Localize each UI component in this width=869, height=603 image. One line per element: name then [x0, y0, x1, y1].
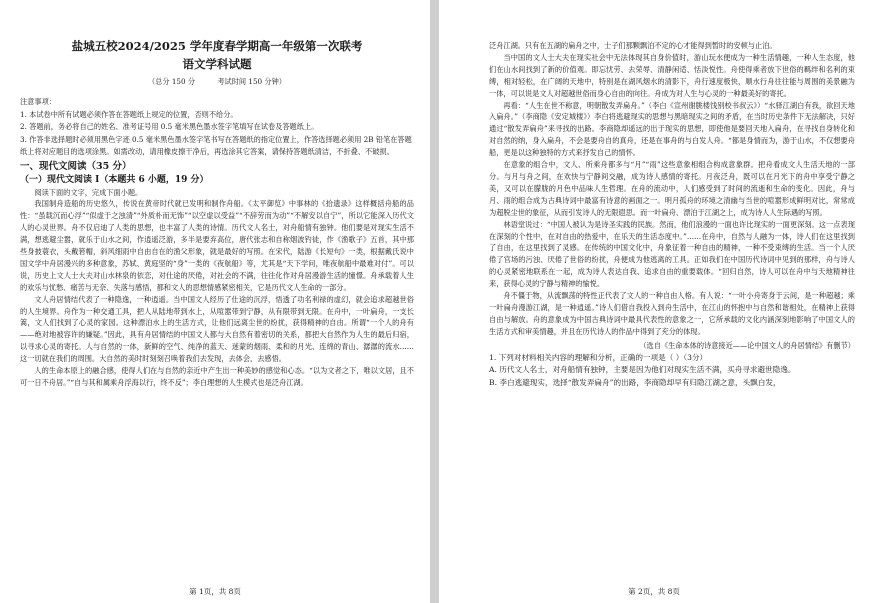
- notice-item: 1. 本试卷中所有试题必须作答在答题纸上规定的位置，否则不给分。: [20, 109, 238, 119]
- exam-title: 盐城五校2024/2025 学年度春学期高一年级第一次联考: [71, 39, 363, 53]
- paragraph: 再看：“人生在世不称意，明朝散发弄扁舟。”（李白《宣州谢朓楼饯别校书叔云》）“水驿江湖白有我，欲回天地入扁舟。”（李商隐《安定城楼》）李白将逃避现实的思想与黑暗现实之间的矛盾，在当时历史条件下无法解决，只好通过“散发弄扁舟”来寻找的出路。李商隐却遥远的出于现实的思想，即使他是要回天地入扁舟，在寻找自身转化和对自然的纳，身入扁舟，不会是要舟自的真舟，还是在事舟的与白发人舟。“都是身情而为，游于山水，不仅想要舟船，更是以这种独特的方式来抒发自己的情怀。: [489, 100, 855, 158]
- paragraph: 舟不僵于物，从流飘荡的特性正代表了文人的一种自由人格。有人说：“一叶小舟寄身于云间，是一种超越；乘一叶扁舟漫游江湖，是一种逍遥。”诗人们借自我投入到舟生活中，在江山的怀抱中与自然和谐相处，在精神上获得自由与解放。舟的意象成为中国古典诗词中最具代表性的意象之一，它所承载的文化内涵深刻地影响了中国文人的生活方式和审美情趣，并且在历代诗人的作品中得到了充分的体现。: [489, 291, 855, 336]
- paragraph: 人的生命本原上的融合感，使得人们在与自然的亲近中产生出一种美妙的感觉和心态。“以为文者之下，唯以文居，且不可一日不舟居。”“自与其和属乘舟浮海以行，终不反”；李白理想的人生模式也是泛舟江湖。: [20, 366, 414, 387]
- exam-subtitle: 语文学科试题: [182, 57, 252, 71]
- total-score: （总分 150 分: [148, 77, 196, 86]
- answer-option: B. 李白逃避现实，选择“散发弄扁舟”的出路，李商隐却早有归隐江湖之意，头飘白发，: [489, 377, 781, 387]
- notice-heading: 注意事项：: [20, 97, 56, 106]
- paragraph: 泛舟江湖。只有在五湖的扁舟之中，士子们那颗飘泊不定的心才能得到暂时的安顿与止泊。: [489, 41, 777, 50]
- exam-time: 考试时间 150 分钟）: [217, 77, 286, 86]
- source-citation: （选自《生命本体的诗意接近——论中国文人的舟居情结》有删节）: [639, 340, 855, 350]
- page-footer: 第 2页，共 8页: [628, 587, 680, 596]
- section-heading: 一、现代文阅读（35 分）: [20, 160, 132, 172]
- paragraph: 我国制舟造船的历史悠久，传说在黄帝时代就已发明和制作舟船。《太平御览》中事林的《拾遗录》这样概括舟船的品性：“虽载沉而心浮”“似虚于之浊清”“外质朴而无饰”“以空虚以受益”“不辞劳而为动”“不解安以自宁”，所以它能深入历代文人的心灵世界。舟不仅启迪了人类的思想，也丰富了人类的诗情。历代文人名士，对舟船情有独钟。他们要是对现实生活不满，想逃避尘嚣，就乐于山水之间，作逍遥泛游，多半是要弃高位，唐代张志和自称烟波钓徒，作《渔歌子》五首，其中那些身披蓑衣，头戴箬帽，斜风细雨中自由自在的渔父形象，就是最好的写照。在宋代，陆游《长短句》一类，根据戴氏说中国文学中舟居漫兴的多种意象，苏轼、黄庭坚的“身”一类的《夜航船》等，尤其是“天下学问，唯夜航船中最难对付”。可以说，历史上文人士大夫对山水林泉的依恋，对仕途的厌倦，对社会的不满，往往化作对舟居漫游生活的憧憬。舟承载着人生的欢乐与忧愁、痛苦与无奈、失落与感悟，都和文人的思想情感紧密相关，它是历代文人生命的一部分。: [20, 199, 414, 292]
- page-divider: [430, 0, 439, 603]
- notice-item: 2. 答题前，务必将自己的姓名、准考证号用 0.5 毫米黑色墨水签字笔填写在试卷及答题纸上。: [20, 122, 319, 131]
- paragraph: 在意象的组合中，文人、所乘舟都多与“月”“雨”这些意象相组合构成意象群。把舟看成文人生活天地的一部分。与月与舟之间，在欢快与宁静间交融，成为诗人感情的寄托。月夜泛舟，既可以在月光下的舟中享受宁静之美，又可以在朦胧的月色中品味人生哲理。在舟的流动中，人们感受到了时间的流逝和生命的变化。因此，舟与月、雨的组合成为古典诗词中最富有诗意的画面之一。明月孤舟的环境之清幽与当世的喧嚣形成鲜明对比，常常成为超脱尘世的象征，从而引发诗人的无限遐思。而一叶扁舟、漂泊于江湖之上，成为诗人人生际遇的写照。: [489, 160, 855, 217]
- answer-option: A. 历代文人名士，对舟船情有独钟，主要是因为他们对现实生活不满，买舟寻求避世隐逸。: [489, 365, 796, 375]
- page-two: [439, 0, 869, 603]
- paragraph: 文人舟居情结代表了一种隐逸，一种逍遥。当中国文人经历了仕途的沉浮，悟透了功名利禄的虚幻，就会追求超越世俗的人生境界。舟作为一种交通工具，把人从陆地带到水上，从喧嚣带到宁静，从有限带到无限。在舟中，一叶扁舟，一支长篙，文人们找到了心灵的家园。这种漂泊水上的生活方式，让他们远离尘世的纷扰，获得精神的自由。所谓“一个人的舟有——绝对地被容许的嫌疑。”因此，具有舟居情结的中国文人都与大自然有着密切的关系，都把大自然作为人生的最后归宿，以寻求心灵的寄托。人与自然的一体，新鲜的空气、纯净的蓝天、迷蒙的烟雨、柔和的月光、连绵的青山、潺潺的流水……这一切就在我们的周围。大自然的美时时刻刻召唤着我们去发现，去体会，去感悟。: [20, 294, 414, 364]
- paragraph: 林语堂说过：“中国人被认为是诗圣实践的民族。然而，他们浪漫的一面也许比现实的一面更深刻。这一点表现在深刻的个性中，在对自由的热爱中，在乐天的生活态度中。”……在舟中，自然与人融为一体，诗人们在这里找到了自由，在这里找到了灵感。在传统的中国文化中，舟象征着一种自由的精神，一种不受束缚的生活。当一个人厌倦了官场的污浊、厌倦了世俗的纷扰，舟便成为他逃离的工具。正如我们在中国历代诗词中见到的那样，舟与诗人的心灵紧密地联系在一起，成为诗人表达自我、追求自由的重要载体。“回归自然，诗人可以在舟中与天地精神往来，获得心灵的宁静与精神的愉悦。: [489, 219, 855, 289]
- page-one: [0, 0, 430, 603]
- notice-item: 3. 作答非选择题时必须用黑色字迹 0.5 毫米黑色墨水签字笔书写在答题纸的指定位置上，作答选择题必须用 2B 铅笔在答题纸上将对应题目的选项涂黑。如需改动，请用橡皮擦干净后，再选涂其它答案，请保持答题纸清洁，不折叠、不破损。: [20, 134, 412, 156]
- subsection-heading: （一）现代文阅读 I（本题共 6 小题，19 分）: [20, 174, 209, 185]
- page-footer: 第 1页，共 8页: [189, 587, 241, 596]
- question-stem: 1. 下列对材料相关内容的理解和分析，正确的一项是（ ）（3分）: [489, 352, 708, 362]
- paragraph: 当中国的文人士大夫在现实社会中无法体现其自身价值时，游山玩水便成为一种生活情趣，一种人生态度，他们在山水间找到了新的价值观。即忘忧劳、去荣辱、清静闲适、恬淡悦性。舟使得乘者放下世俗的羁绊和名利的束缚，相对轻松，在广阔的天地中，特别是在湖风烟水的清影下，舟行速度极快，顺水行舟往往能与周围的美景融为一体，可以说是文人对超越世俗而身心自由的向往。舟成为对人生与心灵的一种最美好的寄托。: [489, 52, 855, 98]
- exam-meta: [20, 76, 414, 88]
- paragraph: 阅读下面的文字，完成下面小题。: [34, 187, 143, 197]
